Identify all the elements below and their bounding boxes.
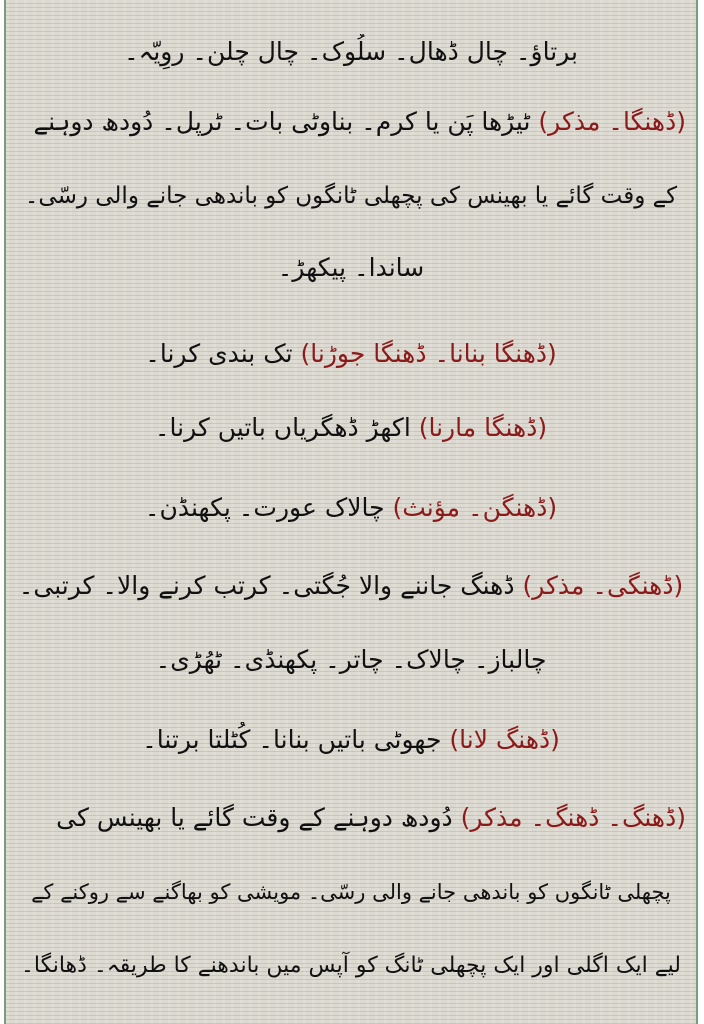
entry-line-13	[16, 948, 686, 984]
headword: (ڈھنگن۔ مؤنث)	[392, 493, 558, 522]
line-text: ڈھنگ جاننے والا جُگتی۔ کرتب کرنے والا۔ کرتبی۔	[18, 571, 515, 600]
line-text: دُودھ دوہنے کے وقت گائے یا بھینس کی	[56, 803, 453, 832]
entry-line-8	[16, 568, 686, 604]
entry-line-4	[16, 250, 686, 286]
headword: (ڈھنگا بنانا۔ ڈھنگا جوڑنا)	[300, 339, 557, 368]
entry-line-1	[16, 34, 686, 70]
entry-line-6	[16, 410, 686, 446]
entry-line-12	[16, 874, 686, 910]
line-text: چالاک عورت۔ پکھنڈن۔	[144, 493, 385, 522]
line-text: تک بندی کرنا۔	[145, 339, 293, 368]
entry-line-2	[16, 104, 686, 140]
line-text: ساندا۔ پیکھڑ۔	[277, 253, 425, 282]
headword: (ڈھنگ لانا)	[449, 725, 560, 754]
headword: (ڈھنگ۔ ڈھنگ۔ مذکر)	[460, 803, 686, 832]
entry-line-7	[16, 490, 686, 526]
entry-line-5	[16, 336, 686, 372]
headword: (ڈھنگا۔ مذکر)	[538, 107, 686, 136]
line-text: چالباز۔ چالاک۔ چاتر۔ پکھنڈی۔ ٹھُڑی۔	[155, 645, 547, 674]
line-text: اکھڑ ڈھگریاں باتیں کرنا۔	[154, 413, 411, 442]
dictionary-page	[4, 0, 698, 1024]
headword: (ڈھنگا مارنا)	[418, 413, 548, 442]
entry-line-3	[16, 178, 686, 214]
line-text: برتاؤ۔ چال ڈھال۔ سلُوک۔ چال چلن۔ روِیّہ۔	[124, 37, 578, 66]
line-text: جھوٹی باتیں بنانا۔ کُٹلتا برتنا۔	[142, 725, 442, 754]
line-text: پچھلی ٹانگوں کو باندھی جانے والی رسّی۔ مویشی کو بھاگنے سے روکنے کے	[31, 880, 671, 904]
entry-line-10	[16, 722, 686, 758]
entry-line-11	[16, 800, 686, 836]
line-text: ٹیڑھا پَن یا کرم۔ بناوٹی بات۔ ٹرپل۔ دُودھ دوہنے	[33, 107, 531, 136]
line-text: لیے ایک اگلی اور ایک پچھلی ٹانگ کو آپس میں باندھنے کا طریقہ۔ ڈھانگا۔	[20, 953, 682, 978]
entry-line-9	[16, 642, 686, 678]
line-text: کے وقت گائے یا بھینس کی پچھلی ٹانگوں کو باندھی جانے والی رسّی۔	[24, 183, 678, 209]
headword: (ڈھنگی۔ مذکر)	[522, 571, 684, 600]
